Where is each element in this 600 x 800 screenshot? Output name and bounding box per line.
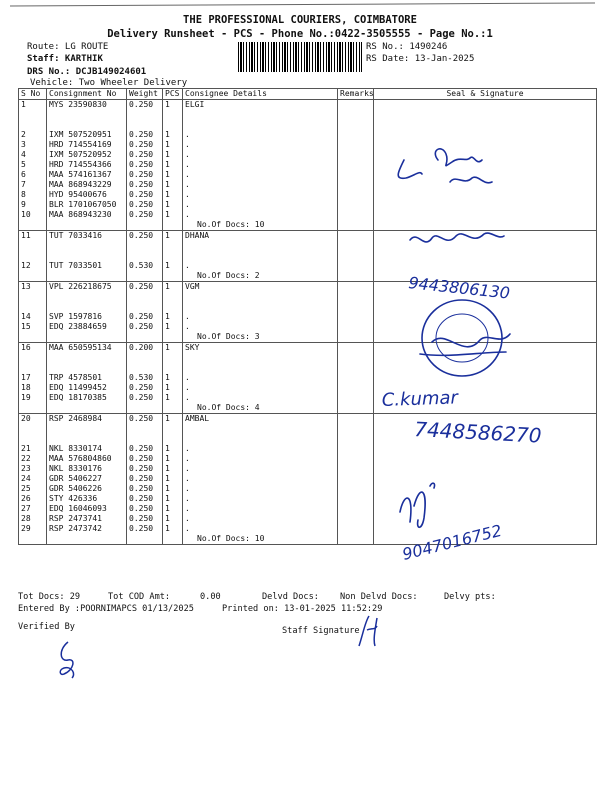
consignee-line: . xyxy=(185,474,190,483)
weight-value: 0.250 xyxy=(129,312,154,321)
blank-line xyxy=(49,434,124,444)
weight-value: 0.250 xyxy=(129,504,154,513)
blank-line xyxy=(129,434,160,444)
blank-line xyxy=(129,363,160,373)
pcs-value: 1 xyxy=(165,210,170,219)
consignee-line: . xyxy=(185,393,190,402)
remarks-cell xyxy=(338,100,374,231)
consignee-cell xyxy=(183,282,338,343)
blank-line xyxy=(165,434,180,444)
blank-line xyxy=(185,110,335,120)
blank-line xyxy=(165,353,180,363)
consignee-cell xyxy=(183,100,338,231)
sno-value: 19 xyxy=(21,393,31,402)
blank-line xyxy=(21,110,44,120)
signature-mark-1 xyxy=(398,160,422,178)
runsheet-subtitle: Delivery Runsheet - PCS - Phone No.:0422-3505555 - Page No.:1 xyxy=(107,28,493,40)
consignee-line: . xyxy=(185,504,190,513)
consignee-line: . xyxy=(185,312,190,321)
pcs-value: 1 xyxy=(165,444,170,453)
pcs-cell xyxy=(163,414,183,545)
pcs-value: 1 xyxy=(165,190,170,199)
weight-value: 0.250 xyxy=(129,100,154,109)
sno-value: 11 xyxy=(21,231,31,240)
consignee-line: . xyxy=(185,484,190,493)
pcs-value: 1 xyxy=(165,150,170,159)
sno-value: 23 xyxy=(21,464,31,473)
pcs-value: 1 xyxy=(165,504,170,513)
blank-line xyxy=(49,220,124,230)
blank-line xyxy=(21,424,44,434)
signature-mark-3 xyxy=(450,177,492,183)
weight-value: 0.250 xyxy=(129,494,154,503)
consignment-number: GDR 5406226 xyxy=(49,484,102,493)
sno-value: 18 xyxy=(21,383,31,392)
entered-by: Entered By :POORNIMAPCS 01/13/2025 xyxy=(18,604,194,614)
consignment-cell xyxy=(47,100,127,231)
sno-value: 15 xyxy=(21,322,31,331)
consignment-number: NKL 8330174 xyxy=(49,444,102,453)
col-weight: Weight xyxy=(127,89,163,100)
total-cod-label: Tot COD Amt: xyxy=(108,592,171,602)
pcs-value: 1 xyxy=(165,140,170,149)
blank-line xyxy=(129,353,160,363)
handwritten-signatures xyxy=(380,90,590,610)
consignee-line: . xyxy=(185,190,190,199)
sno-value: 4 xyxy=(21,150,26,159)
sno-value: 3 xyxy=(21,140,26,149)
blank-line xyxy=(49,534,124,544)
consignment-number: RSP 2473742 xyxy=(49,524,102,533)
consignment-number: EDQ 18170385 xyxy=(49,393,107,402)
weight-value: 0.250 xyxy=(129,454,154,463)
weight-value: 0.250 xyxy=(129,393,154,402)
blank-line xyxy=(21,332,44,342)
weight-value: 0.250 xyxy=(129,514,154,523)
delivery-points: Delvy pts: xyxy=(444,592,496,602)
weight-value: 0.250 xyxy=(129,140,154,149)
col-sno: S No xyxy=(19,89,47,100)
sno-value: 17 xyxy=(21,373,31,382)
signature-mark-2 xyxy=(435,149,482,166)
consignment-number: NKL 8330176 xyxy=(49,464,102,473)
consignment-number: VPL 226218675 xyxy=(49,282,112,291)
consignee-line: . xyxy=(185,200,190,209)
docs-count: No.Of Docs: 10 xyxy=(197,534,265,543)
sno-value: 26 xyxy=(21,494,31,503)
docs-count: No.Of Docs: 10 xyxy=(197,220,265,229)
pcs-value: 1 xyxy=(165,464,170,473)
consignee-line: . xyxy=(185,130,190,139)
col-pcs: PCS xyxy=(163,89,183,100)
weight-value: 0.250 xyxy=(129,180,154,189)
weight-value: 0.530 xyxy=(129,261,154,270)
handwritten-phone-3: 9047016752 xyxy=(400,520,504,564)
pcs-value: 1 xyxy=(165,200,170,209)
consignee-cell xyxy=(183,414,338,545)
pcs-value: 1 xyxy=(165,373,170,382)
pcs-value: 1 xyxy=(165,180,170,189)
sno-value: 5 xyxy=(21,160,26,169)
blank-line xyxy=(21,353,44,363)
docs-count: No.Of Docs: 4 xyxy=(197,403,260,412)
weight-value: 0.250 xyxy=(129,190,154,199)
weight-value: 0.250 xyxy=(129,200,154,209)
consignee-cell xyxy=(183,343,338,414)
sno-value: 7 xyxy=(21,180,26,189)
blank-line xyxy=(185,302,335,312)
sno-cell xyxy=(19,282,47,343)
sno-value: 20 xyxy=(21,414,31,423)
weight-value: 0.250 xyxy=(129,322,154,331)
blank-line xyxy=(49,241,124,251)
blank-line xyxy=(129,302,160,312)
weight-cell xyxy=(127,231,163,282)
blank-line xyxy=(185,434,335,444)
blank-line xyxy=(21,271,44,281)
blank-line xyxy=(49,271,124,281)
weight-value: 0.250 xyxy=(129,484,154,493)
consignment-number: TRP 4578501 xyxy=(49,373,102,382)
consignment-number: HRD 714554366 xyxy=(49,160,112,169)
consignee-name: VGM xyxy=(185,282,200,291)
verified-by-label: Verified By xyxy=(18,622,75,632)
blank-line xyxy=(49,353,124,363)
handwritten-phone-1: 9443806130 xyxy=(407,273,511,303)
staff-signature-label: Staff Signature xyxy=(282,626,360,636)
pcs-cell xyxy=(163,231,183,282)
consignee-line: . xyxy=(185,514,190,523)
signature-dhana xyxy=(410,233,504,242)
sno-value: 25 xyxy=(21,484,31,493)
company-title: THE PROFESSIONAL COURIERS, COIMBATORE xyxy=(183,14,417,26)
blank-line xyxy=(129,241,160,251)
consignment-number: BLR 1701067050 xyxy=(49,200,117,209)
blank-line xyxy=(21,403,44,413)
sno-value: 16 xyxy=(21,343,31,352)
consignee-name: DHANA xyxy=(185,231,210,240)
barcode xyxy=(238,42,362,72)
weight-value: 0.250 xyxy=(129,282,154,291)
pcs-value: 1 xyxy=(165,130,170,139)
blank-line xyxy=(165,251,180,261)
consignee-line: . xyxy=(185,160,190,169)
pcs-value: 1 xyxy=(165,454,170,463)
weight-cell xyxy=(127,414,163,545)
total-docs: Tot Docs: 29 xyxy=(18,592,81,602)
verifier-signature-mark xyxy=(52,640,84,680)
blank-line xyxy=(49,424,124,434)
consignee-line: . xyxy=(185,140,190,149)
blank-line xyxy=(165,363,180,373)
sno-value: 8 xyxy=(21,190,26,199)
consignee-line: . xyxy=(185,444,190,453)
consignee-line: . xyxy=(185,150,190,159)
blank-line xyxy=(165,271,180,281)
pcs-value: 1 xyxy=(165,474,170,483)
blank-line xyxy=(21,434,44,444)
sno-value: 2 xyxy=(21,130,26,139)
sno-value: 6 xyxy=(21,170,26,179)
pcs-value: 1 xyxy=(165,524,170,533)
pcs-value: 1 xyxy=(165,484,170,493)
consignment-number: MAA 868943230 xyxy=(49,210,112,219)
delivered-docs: Delvd Docs: xyxy=(262,592,319,602)
blank-line xyxy=(129,332,160,342)
consignment-number: RSP 2473741 xyxy=(49,514,102,523)
weight-value: 0.250 xyxy=(129,383,154,392)
remarks-cell xyxy=(338,282,374,343)
consignee-line: . xyxy=(185,524,190,533)
blank-line xyxy=(129,271,160,281)
blank-line xyxy=(165,403,180,413)
sno-value: 24 xyxy=(21,474,31,483)
blank-line xyxy=(165,120,180,130)
rs-number: RS No.: 1490246 xyxy=(366,42,448,52)
blank-line xyxy=(21,292,44,302)
weight-value: 0.250 xyxy=(129,160,154,169)
pcs-cell xyxy=(163,343,183,414)
sno-value: 9 xyxy=(21,200,26,209)
staff-label: Staff: KARTHIK xyxy=(27,54,103,64)
signature-vgm xyxy=(420,334,510,355)
blank-line xyxy=(165,220,180,230)
blank-line xyxy=(185,424,335,434)
vehicle-label: Vehicle: Two Wheeler Delivery xyxy=(30,78,188,88)
sno-value: 1 xyxy=(21,100,26,109)
sno-cell xyxy=(19,231,47,282)
weight-value: 0.200 xyxy=(129,343,154,352)
consignee-line: . xyxy=(185,494,190,503)
weight-value: 0.250 xyxy=(129,474,154,483)
pcs-value: 1 xyxy=(165,343,170,352)
blank-line xyxy=(185,120,335,130)
docs-count: No.Of Docs: 2 xyxy=(197,271,260,280)
blank-line xyxy=(129,403,160,413)
consignment-number: EDQ 11499452 xyxy=(49,383,107,392)
consignee-cell xyxy=(183,231,338,282)
sno-value: 14 xyxy=(21,312,31,321)
consignment-number: MAA 576804860 xyxy=(49,454,112,463)
sno-value: 27 xyxy=(21,504,31,513)
blank-line xyxy=(185,363,335,373)
blank-line xyxy=(49,332,124,342)
consignee-line: . xyxy=(185,373,190,382)
blank-line xyxy=(129,292,160,302)
rs-date: RS Date: 13-Jan-2025 xyxy=(366,54,475,64)
blank-line xyxy=(185,292,335,302)
pcs-value: 1 xyxy=(165,383,170,392)
signature-ambal xyxy=(400,483,435,527)
blank-line xyxy=(49,403,124,413)
weight-value: 0.250 xyxy=(129,150,154,159)
pcs-value: 1 xyxy=(165,393,170,402)
printed-on: Printed on: 13-01-2025 11:52:29 xyxy=(222,604,383,614)
weight-cell xyxy=(127,282,163,343)
weight-cell xyxy=(127,343,163,414)
sno-value: 22 xyxy=(21,454,31,463)
blank-line xyxy=(49,120,124,130)
blank-line xyxy=(185,251,335,261)
consignment-number: MAA 574161367 xyxy=(49,170,112,179)
consignee-line: . xyxy=(185,170,190,179)
docs-count: No.Of Docs: 3 xyxy=(197,332,260,341)
sno-cell xyxy=(19,343,47,414)
consignment-number: HYD 95400676 xyxy=(49,190,107,199)
blank-line xyxy=(21,302,44,312)
handwritten-name-2: C.kumar xyxy=(381,387,459,411)
top-rule xyxy=(10,2,595,6)
consignee-line: . xyxy=(185,180,190,189)
sno-value: 29 xyxy=(21,524,31,533)
blank-line xyxy=(49,363,124,373)
consignment-number: IXM 507520952 xyxy=(49,150,112,159)
weight-value: 0.250 xyxy=(129,231,154,240)
col-seal-signature: Seal & Signature xyxy=(374,89,597,100)
pcs-value: 1 xyxy=(165,282,170,291)
blank-line xyxy=(21,241,44,251)
consignment-number: MYS 23590830 xyxy=(49,100,107,109)
blank-line xyxy=(49,110,124,120)
consignment-number: HRD 714554169 xyxy=(49,140,112,149)
blank-line xyxy=(165,424,180,434)
blank-line xyxy=(129,424,160,434)
blank-line xyxy=(129,110,160,120)
blank-line xyxy=(129,120,160,130)
blank-line xyxy=(129,251,160,261)
weight-value: 0.530 xyxy=(129,373,154,382)
sno-value: 28 xyxy=(21,514,31,523)
blank-line xyxy=(165,241,180,251)
sno-value: 13 xyxy=(21,282,31,291)
pcs-value: 1 xyxy=(165,170,170,179)
consignee-name: AMBAL xyxy=(185,414,210,423)
remarks-cell xyxy=(338,343,374,414)
blank-line xyxy=(165,332,180,342)
consignment-number: STY 426336 xyxy=(49,494,98,503)
pcs-value: 1 xyxy=(165,322,170,331)
consignment-number: EDQ 16046093 xyxy=(49,504,107,513)
route-label: Route: LG ROUTE xyxy=(27,42,109,52)
blank-line xyxy=(21,363,44,373)
consignment-number: EDQ 23884659 xyxy=(49,322,107,331)
consignment-number: SVP 1597816 xyxy=(49,312,102,321)
pcs-cell xyxy=(163,100,183,231)
blank-line xyxy=(21,534,44,544)
blank-line xyxy=(49,292,124,302)
staff-signature-mark xyxy=(355,612,385,650)
consignee-line: . xyxy=(185,383,190,392)
sno-value: 12 xyxy=(21,261,31,270)
non-delivered-docs: Non Delvd Docs: xyxy=(340,592,418,602)
blank-line xyxy=(165,534,180,544)
blank-line xyxy=(185,353,335,363)
consignment-number: TUT 7033501 xyxy=(49,261,102,270)
drs-number: DRS No.: DCJB149024601 xyxy=(27,67,147,77)
pcs-value: 1 xyxy=(165,312,170,321)
weight-value: 0.250 xyxy=(129,444,154,453)
blank-line xyxy=(165,292,180,302)
col-remarks: Remarks xyxy=(338,89,374,100)
consignee-line: . xyxy=(185,261,190,270)
blank-line xyxy=(21,251,44,261)
sno-cell xyxy=(19,100,47,231)
blank-line xyxy=(129,220,160,230)
sno-value: 10 xyxy=(21,210,31,219)
weight-value: 0.250 xyxy=(129,130,154,139)
remarks-cell xyxy=(338,231,374,282)
pcs-value: 1 xyxy=(165,514,170,523)
blank-line xyxy=(21,220,44,230)
remarks-cell xyxy=(338,414,374,545)
total-cod-amount: 0.00 xyxy=(200,592,221,602)
consignment-number: GDR 5406227 xyxy=(49,474,102,483)
pcs-value: 1 xyxy=(165,231,170,240)
consignee-line: . xyxy=(185,210,190,219)
weight-value: 0.250 xyxy=(129,210,154,219)
blank-line xyxy=(129,534,160,544)
weight-value: 0.250 xyxy=(129,464,154,473)
consignment-number: MAA 868943229 xyxy=(49,180,112,189)
blank-line xyxy=(165,302,180,312)
consignment-cell xyxy=(47,282,127,343)
sno-cell xyxy=(19,414,47,545)
consignment-number: TUT 7033416 xyxy=(49,231,102,240)
consignment-cell xyxy=(47,231,127,282)
consignment-number: RSP 2468984 xyxy=(49,414,102,423)
pcs-value: 1 xyxy=(165,261,170,270)
blank-line xyxy=(49,302,124,312)
pcs-value: 1 xyxy=(165,414,170,423)
pcs-value: 1 xyxy=(165,494,170,503)
pcs-cell xyxy=(163,282,183,343)
consignee-line: . xyxy=(185,322,190,331)
sno-value: 21 xyxy=(21,444,31,453)
consignee-name: SKY xyxy=(185,343,200,352)
blank-line xyxy=(165,110,180,120)
weight-value: 0.250 xyxy=(129,414,154,423)
consignee-name: ELGI xyxy=(185,100,205,109)
consignment-number: MAA 650595134 xyxy=(49,343,112,352)
pcs-value: 1 xyxy=(165,100,170,109)
consignment-cell xyxy=(47,343,127,414)
col-consignee-details: Consignee Details xyxy=(183,89,338,100)
weight-value: 0.250 xyxy=(129,170,154,179)
consignee-line: . xyxy=(185,454,190,463)
consignee-line: . xyxy=(185,464,190,473)
handwritten-phone-2: 7448586270 xyxy=(413,417,543,448)
blank-line xyxy=(185,241,335,251)
consignment-cell xyxy=(47,414,127,545)
pcs-value: 1 xyxy=(165,160,170,169)
blank-line xyxy=(49,251,124,261)
weight-value: 0.250 xyxy=(129,524,154,533)
weight-cell xyxy=(127,100,163,231)
blank-line xyxy=(21,120,44,130)
consignment-number: IXM 507520951 xyxy=(49,130,112,139)
col-consignment-no: Consignment No xyxy=(47,89,127,100)
